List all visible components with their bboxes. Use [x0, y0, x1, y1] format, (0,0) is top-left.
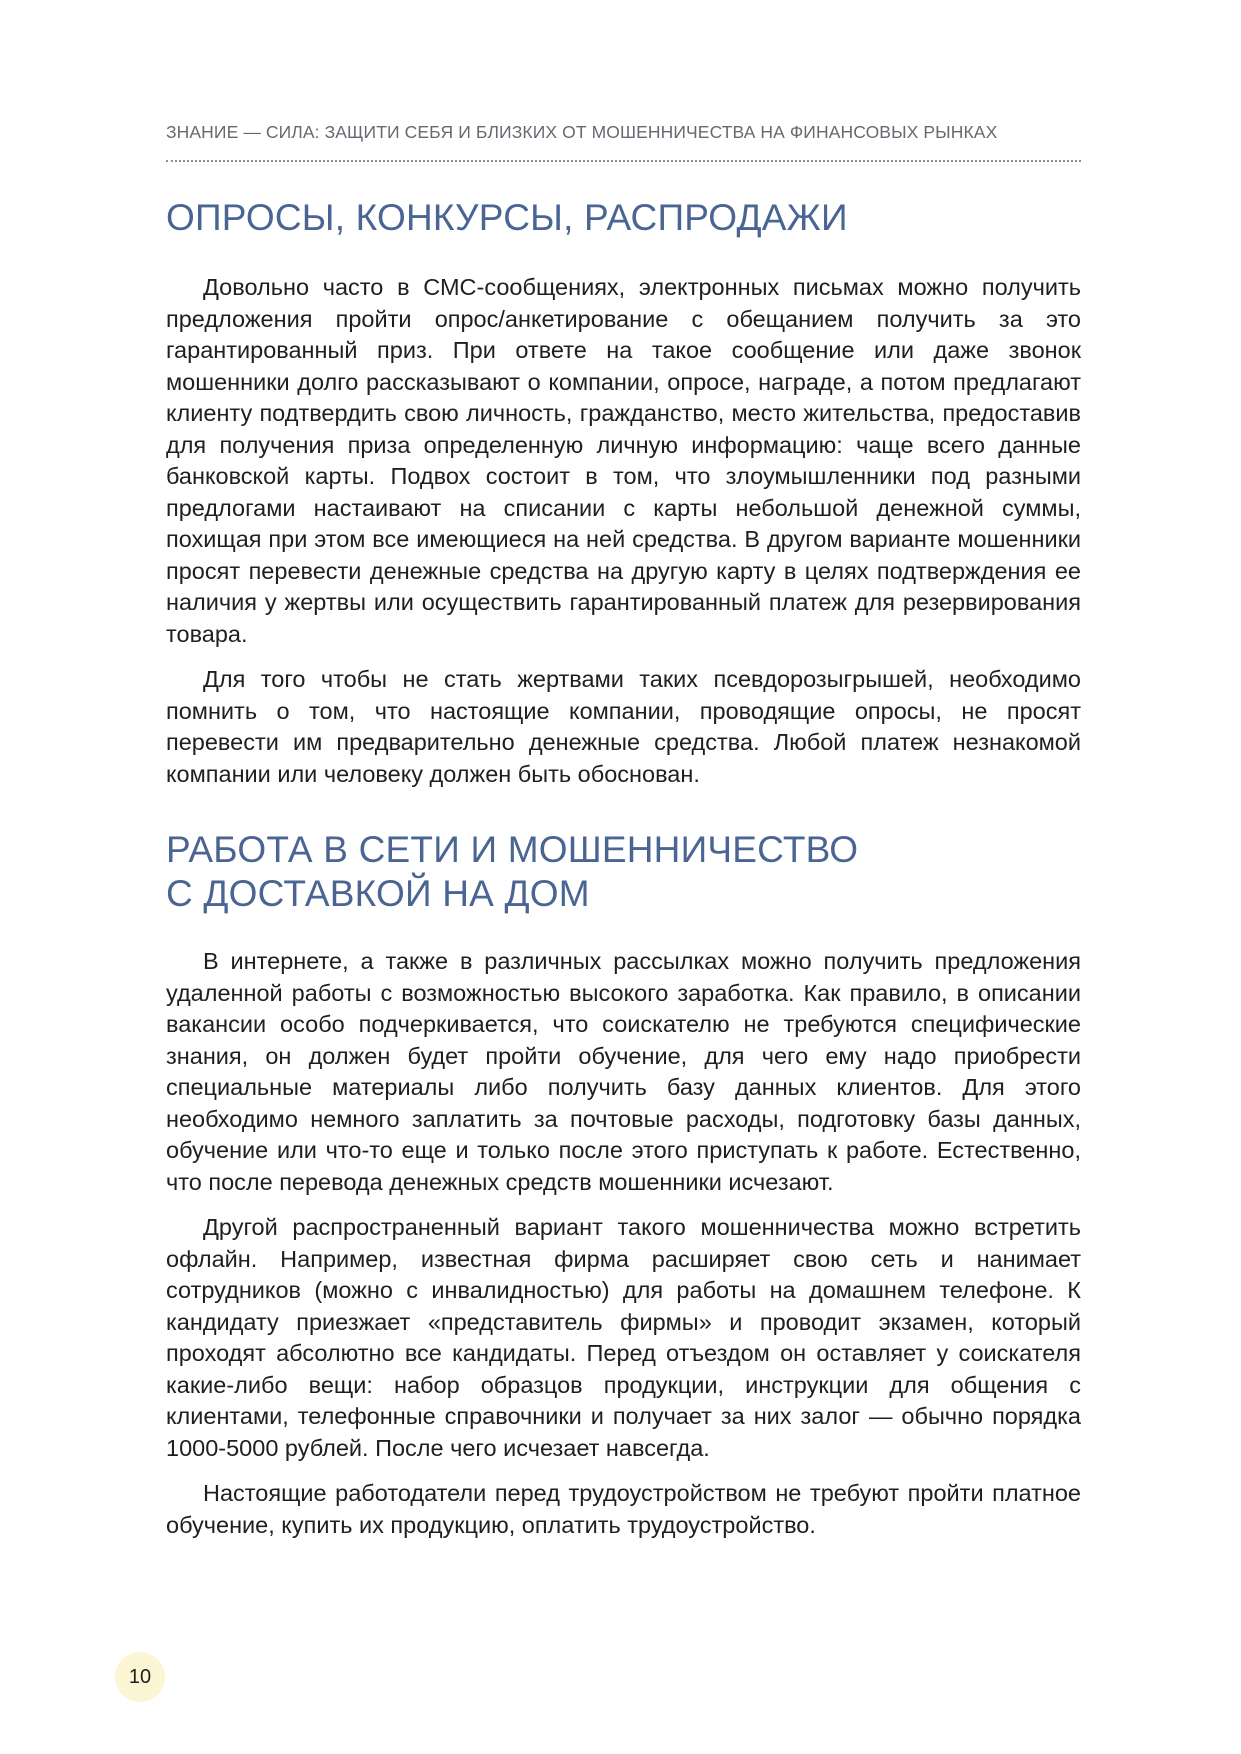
page-number: 10	[115, 1652, 165, 1702]
page-content	[166, 196, 1081, 1555]
section-surveys	[166, 196, 1081, 790]
paragraph: Довольно часто в СМС-сообщениях, электронных письмах можно получить предложения пройти опрос/анкетирование с обещанием получить за это гарантированный приз. При ответе на такое сообщение или даже звонок мошенники долго рассказывают о компании, опросе, награде, а потом предлагают клиенту подтвердить свою личность, гражданство, место жительства, предоставив для получения приза определенную личную информацию: чаще всего данные банковской карты. Подвох состоит в том, что злоумышленники под разными предлогами настаивают на списании с карты небольшой денежной суммы, похищая при этом все имеющиеся на ней средства. В другом варианте мошенники просят перевести денежные средства на другую карту в целях подтверждения ее наличия у жертвы или осуществить гарантированный платеж для резервирования товара.	[166, 274, 1081, 647]
header-dotted-divider	[166, 160, 1081, 162]
section-title-line-2: С ДОСТАВКОЙ НА ДОМ	[166, 873, 590, 914]
paragraph: Для того чтобы не стать жертвами таких псевдорозыгрышей, необходимо помнить о том, что настоящие компании, проводящие опросы, не просят перевести им предварительно денежные средства. Любой платеж незнакомой компании или человеку должен быть обоснован.	[166, 666, 1081, 787]
section-title-line-1: РАБОТА В СЕТИ И МОШЕННИЧЕСТВО	[166, 829, 859, 870]
section-online-work	[166, 828, 1081, 1541]
paragraph: Другой распространенный вариант такого мошенничества можно встретить офлайн. Например, известная фирма расширяет свою сеть и нанимает сотрудников (можно с инвалидностью) для работы на домашнем телефоне. К кандидату приезжает «представитель фирмы» и проводит экзамен, который проходят абсолютно все кандидаты. Перед отъездом он оставляет у соискателя какие-либо вещи: набор образцов продукции, инструкции для общения с клиентами, телефонные справочники и получает за них залог — обычно порядка 1000-5000 рублей. После чего исчезает навсегда.	[166, 1214, 1081, 1461]
paragraph: В интернете, а также в различных рассылках можно получить предложения удаленной работы с возможностью высокого заработка. Как правило, в описании вакансии особо подчеркивается, что соискателю не требуются специфические знания, он должен будет пройти обучение, для чего ему надо приобрести специальные материалы либо получить базу данных клиентов. Для этого необходимо немного заплатить за почтовые расходы, подготовку базы данных, обучение или что-то еще и только после этого приступать к работе. Естественно, что после перевода денежных средств мошенники исчезают.	[166, 948, 1081, 1195]
section-title: ОПРОСЫ, КОНКУРСЫ, РАСПРОДАЖИ	[166, 197, 848, 238]
running-header: ЗНАНИЕ — СИЛА: ЗАЩИТИ СЕБЯ И БЛИЗКИХ ОТ МОШЕННИЧЕСТВА НА ФИНАНСОВЫХ РЫНКАХ	[166, 122, 998, 142]
paragraph: Настоящие работодатели перед трудоустройством не требуют пройти платное обучение, купить их продукцию, оплатить трудоустройство.	[166, 1480, 1081, 1538]
section-title	[166, 828, 1081, 916]
